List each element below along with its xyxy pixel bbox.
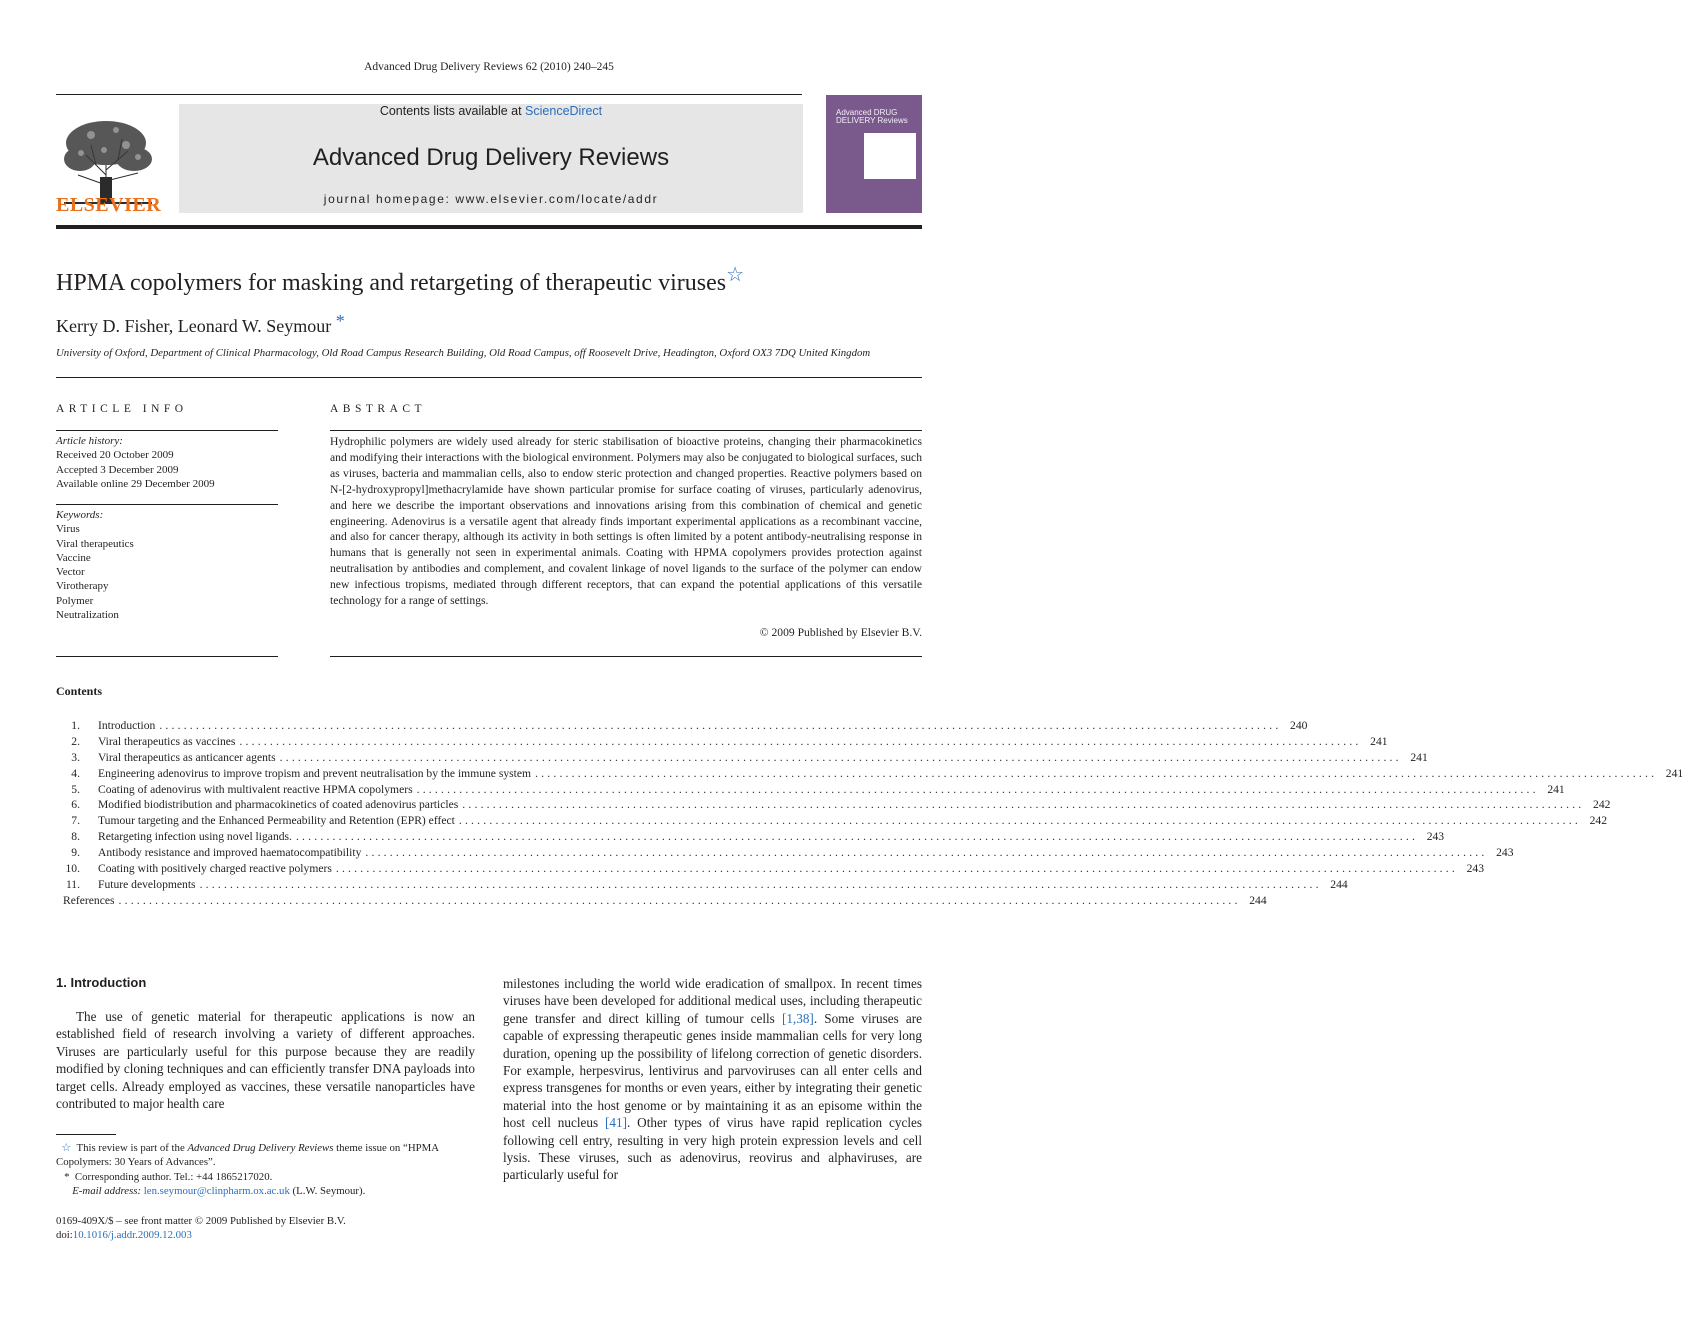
toc-entry[interactable]: 8. Retargeting infection using novel ligands. ........................................................................................................................................................................................ 243 (56, 830, 922, 846)
keyword: Polymer (56, 594, 94, 607)
toc-number: 10. (65, 862, 80, 876)
toc-number: 2. (71, 734, 80, 748)
toc-entry[interactable]: 6. Modified biodistribution and pharmacokinetics of coated adenovirus particles ........................................................................................................................................................................................ 242 (56, 798, 922, 814)
footnote-email (56, 1184, 475, 1198)
toc-label: References (63, 893, 115, 907)
keyword: Virus (56, 523, 80, 536)
toc-page: 243 (1496, 846, 1514, 860)
keywords-label: Keywords: (56, 509, 104, 521)
abstract-rule (330, 430, 922, 431)
toc-page: 242 (1593, 798, 1611, 812)
body-column-right (503, 975, 922, 1184)
header-divider (56, 94, 802, 95)
abstract-rule (330, 656, 922, 657)
footnote-text: (L.W. Seymour). (289, 1184, 366, 1197)
toc-page: 241 (1410, 750, 1428, 764)
toc-number: 5. (71, 782, 80, 796)
journal-name: Advanced Drug Delivery Reviews (312, 144, 670, 171)
keywords (56, 508, 278, 622)
elsevier-logo-text: ELSEVIER (56, 194, 162, 216)
section-heading-introduction: 1. Introduction (56, 975, 147, 990)
toc-entry[interactable]: 3. Viral therapeutics as anticancer agents ........................................................................................................................................................................................ 241 (56, 751, 922, 767)
toc-number: 8. (71, 830, 80, 844)
title-footnote-star-icon[interactable]: ☆ (726, 264, 745, 286)
toc-label: Modified biodistribution and pharmacokinetics of coated adenovirus particles (98, 798, 459, 812)
toc-page: 244 (1249, 893, 1267, 907)
toc-page: 241 (1547, 782, 1565, 796)
toc-label: Coating with positively charged reactive polymers (98, 862, 332, 876)
front-matter (56, 1214, 346, 1243)
history-online: Available online 29 December 2009 (56, 477, 215, 490)
contents-availability (179, 104, 803, 118)
footnote-text: Corresponding author. Tel.: +44 1865217020. (74, 1170, 273, 1183)
toc-page: 244 (1330, 877, 1348, 891)
toc-page: 241 (1665, 766, 1683, 780)
body-text: milestones including the world wide eradication of smallpox. In recent times viruses have been developed for additional medical uses, including therapeutic gene transfer and direct killing of tumour cells (503, 976, 922, 1026)
corresponding-author-mark[interactable]: * (335, 311, 345, 331)
footnote-theme-issue (56, 1141, 475, 1155)
toc-page: 243 (1426, 830, 1445, 844)
toc-entry[interactable]: 1. Introduction ........................................................................................................................................................................................ 240 (56, 719, 922, 735)
toc-entry[interactable]: 2. Viral therapeutics as vaccines ........................................................................................................................................................................................ 241 (56, 735, 922, 751)
journal-homepage[interactable]: journal homepage: www.elsevier.com/locate/addr (323, 192, 659, 206)
history-received: Received 20 October 2009 (56, 449, 174, 462)
footnote-text: theme issue on “HPMA (333, 1142, 440, 1154)
history-accepted: Accepted 3 December 2009 (56, 463, 179, 476)
toc-label: Viral therapeutics as anticancer agents (98, 750, 276, 764)
toc-number: 1. (71, 719, 80, 732)
keyword: Virotherapy (56, 580, 109, 593)
toc-label: Future developments (98, 877, 196, 891)
journal-citation: Advanced Drug Delivery Reviews 62 (2010) 240–245 (364, 61, 614, 73)
footnote-corresponding (56, 1170, 475, 1184)
doi-prefix: doi: (56, 1229, 73, 1242)
cover-panel (864, 133, 916, 179)
doi-link[interactable]: 10.1016/j.addr.2009.12.003 (72, 1229, 192, 1242)
journal-banner (179, 104, 803, 213)
email-label: E-mail address: (72, 1184, 142, 1197)
toc-number: 9. (71, 846, 80, 860)
article-info-rule (56, 430, 278, 431)
article-info-rule (56, 504, 278, 505)
sciencedirect-link[interactable]: ScienceDirect (525, 104, 603, 118)
affiliation-divider (56, 377, 922, 378)
toc-number: 6. (71, 798, 80, 812)
toc-label: Tumour targeting and the Enhanced Permeability and Retention (EPR) effect (98, 814, 455, 828)
author-affiliation: University of Oxford, Department of Clinical Pharmacology, Old Road Campus Research Building, Old Road Campus, off Roosevelt Drive, Headington, Oxford OX3 7DQ United Kingdom (56, 347, 871, 359)
journal-cover-thumbnail (826, 95, 922, 213)
toc-label: Engineering adenovirus to improve tropism and prevent neutralisation by the immune system (98, 766, 532, 780)
abstract-text: Hydrophilic polymers are widely used already for steric stabilisation of bioactive proteins, changing their pharmacokinetics and modifying their interactions with the biological environment. Polymers may also be conjugated to biological surfaces, such as viruses, bacteria and mammalian cells, also to endow steric protection and changed properties. Reactive polymers based on N-[2-hydroxypropyl]methacrylamide have shown particular promise for surface coating of viruses, particularly adenovirus, and here we describe the important observations and innovations arising from this combination of chemical and genetic engineering. Adenovirus is a versatile agent that already finds important experimental applications as a recombinant vaccine, and also for cancer therapy, although its activity in both settings is often limited by a potent antibody-neutralising response in humans that is generally not seen in experimental animals. Coating with HPMA copolymers provides protection against neutralisation by antibodies and complement, and covalent linkage of novel ligands to the surface of the polymer can endow new infectious tropisms, mediated through different receptors, that can expand the potential applications of this versatile technology for a range of settings. (330, 435, 922, 608)
cover-title: Advanced DRUG DELIVERY Reviews (836, 108, 908, 125)
contents-prefix: Contents lists available at (379, 104, 526, 118)
body-text: . Some viruses are capable of expressing therapeutic genes inside mammalian cells for very long duration, opening up the possibility of lifelong correction of genetic disorders. For example, herpesvirus, lentivirus and parvoviruses can all enter cells and express transgenes for months or even years, either by integrating their genetic material into the host genome or by maintaining it as an episome within the host cell nucleus (503, 1010, 922, 1131)
body-column-left: The use of genetic material for therapeutic applications is now an established field of research involving a variety of different approaches. Viruses are particularly useful for this purpose because they are readily modified by cloning techniques and can efficiently transfer DNA payloads into target cells. Already employed as vaccines, these versatile nanoparticles have contributed to major health care (56, 1009, 475, 1112)
footnote-asterisk: * (64, 1170, 70, 1183)
toc-entry[interactable]: 7. Tumour targeting and the Enhanced Permeability and Retention (EPR) effect ........................................................................................................................................................................................ 242 (56, 814, 922, 830)
article-history (56, 434, 278, 491)
toc-page: 241 (1370, 734, 1388, 748)
footnote-rule (56, 1134, 116, 1135)
keyword: Neutralization (56, 609, 119, 622)
toc-label: Introduction (98, 719, 156, 732)
toc-label: Viral therapeutics as vaccines (98, 734, 236, 748)
footnote-text: This review is part of the (76, 1142, 188, 1154)
toc-page: 243 (1466, 862, 1484, 876)
footnote-star-icon: ☆ (61, 1142, 72, 1154)
footnote-text: Copolymers: 30 Years of Advances”. (56, 1156, 216, 1169)
toc-page: 242 (1589, 814, 1607, 828)
article-info-rule (56, 656, 278, 657)
body-text: . Other types of virus have rapid replication cycles following cell entry, resulting in very high protein expression levels and cell lysis. These viruses, such as adenovirus, reovirus and alphaviruses, are particularly useful for (503, 1115, 922, 1183)
toc-entry-references[interactable]: References ........................................................................................................................................................................................ 244 (63, 893, 1267, 907)
author-names: Kerry D. Fisher, Leonard W. Seymour (56, 316, 332, 336)
abstract-copyright: © 2009 Published by Elsevier B.V. (759, 626, 922, 639)
doi-line (56, 1228, 346, 1242)
footnotes (56, 1141, 475, 1198)
toc-label: Coating of adenovirus with multivalent reactive HPMA copolymers (98, 782, 413, 796)
toc-label: Antibody resistance and improved haematocompatibility (98, 846, 362, 860)
citation-link[interactable]: [41] (605, 1115, 627, 1131)
toc-number: 3. (71, 750, 80, 764)
toc-number: 7. (71, 814, 80, 828)
toc-entry[interactable]: 5. Coating of adenovirus with multivalent reactive HPMA copolymers ........................................................................................................................................................................................ 241 (56, 783, 922, 799)
header-thick-rule (56, 225, 922, 229)
toc-number: 4. (71, 766, 80, 780)
citation-link[interactable]: [1,38] (781, 1010, 814, 1026)
toc-entry[interactable]: 10. Coating with positively charged reactive polymers ........................................................................................................................................................................................ 243 (56, 862, 922, 878)
article-info-heading: ARTICLE INFO (56, 403, 188, 415)
toc-entry[interactable]: 11. Future developments ........................................................................................................................................................................................ 244 (56, 878, 922, 894)
article-title-text: HPMA copolymers for masking and retargeting of therapeutic viruses (56, 270, 727, 296)
toc-entry[interactable]: 9. Antibody resistance and improved haematocompatibility ........................................................................................................................................................................................ 243 (56, 846, 922, 862)
footnote-journal: Advanced Drug Delivery Reviews (187, 1142, 334, 1154)
article-title (56, 264, 745, 297)
email-link[interactable]: len.seymour@clinpharm.ox.ac.uk (143, 1184, 290, 1197)
contents-heading: Contents (56, 684, 103, 698)
keyword: Vaccine (56, 551, 91, 564)
keyword: Viral therapeutics (56, 537, 134, 550)
table-of-contents (56, 719, 1683, 910)
issn-line: 0169-409X/$ – see front matter © 2009 Published by Elsevier B.V. (56, 1215, 346, 1227)
toc-number: 11. (65, 877, 80, 891)
toc-page: 240 (1290, 719, 1308, 732)
article-history-label: Article history: (56, 435, 123, 447)
toc-entry[interactable]: 4. Engineering adenovirus to improve tropism and prevent neutralisation by the immune system ........................................................................................................................................................................................ 241 (56, 767, 922, 783)
toc-label: Retargeting infection using novel ligands. (98, 830, 292, 844)
author-list (56, 311, 345, 337)
keyword: Vector (56, 566, 85, 579)
abstract-heading: ABSTRACT (330, 403, 427, 415)
